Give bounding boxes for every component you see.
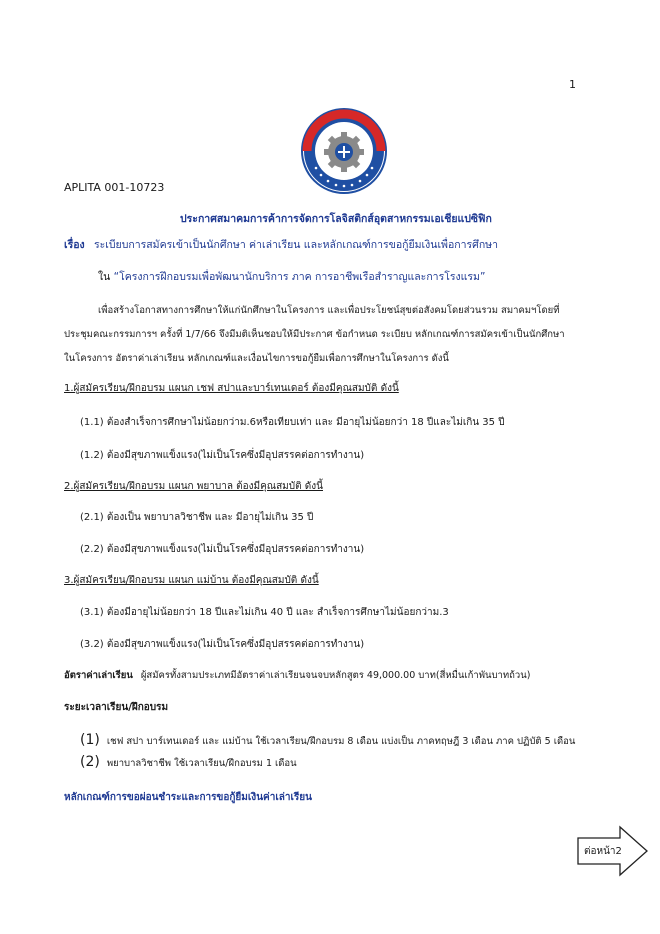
project-prefix: ใน <box>98 271 114 283</box>
section-2-item-1: (2.1) ต้องเป็น พยาบาลวิชาชีพ และ มีอายุไม่เกิน 35 ปี <box>80 512 314 523</box>
announcement-title: ประกาศสมาคมการค้าการจัดการโลจิสติกส์อุตสาหกรรมเอเชียแปซิฟิก <box>180 213 492 225</box>
duration-item-1-text: เชฟ สปา บาร์เทนเดอร์ และ แม่บ้าน ใช้เวลาเรียน/ฝึกอบรม 8 เดือน แบ่งเป็น ภาคทฤษฎี 3 เดือน ภาค ปฏิบัติ 5 เดือน <box>106 736 576 747</box>
subject-text: ระเบียบการสมัครเข้าเป็นนักศึกษา ค่าเล่าเรียน และหลักเกณฑ์การขอกู้ยืมเงินเพื่อการศึกษา <box>94 239 499 251</box>
duration-item-2-text: พยาบาลวิชาชีพ ใช้เวลาเรียน/ฝึกอบรม 1 เดือน <box>106 758 297 769</box>
intro-line-3: ในโครงการ อัตราค่าเล่าเรียน หลักเกณฑ์และเงื่อนไขการขอกู้ยืมเพื่อการศึกษาในโครงการ ดังนี้ <box>64 353 449 364</box>
tuition-line <box>64 669 530 683</box>
intro-line-2: ประชุมคณะกรรมการฯ ครั้งที่ 1/7/66 จึงมีมติเห็นชอบให้มีประกาศ ข้อกำหนด ระเบียบ หลักเกณฑ์การสมัครเข้าเป็นนักศึกษา <box>64 329 565 340</box>
section-1-heading: 1.ผู้สมัครเรียน/ฝึกอบรม แผนก เชฟ สปาและบาร์เทนเดอร์ ต้องมีคุณสมบัติ ดังนี้ <box>64 383 399 394</box>
document-code: APLITA 001-10723 <box>64 181 165 194</box>
project-line <box>98 270 485 284</box>
tuition-label: อัตราค่าเล่าเรียน <box>64 670 133 681</box>
duration-item-1-num: (1) <box>80 732 100 748</box>
association-logo <box>301 108 387 194</box>
tuition-text: ผู้สมัครทั้งสามประเภทมีอัตราค่าเล่าเรียนจนจบหลักสูตร 49,000.00 บาท(สี่หมื่นเก้าพันบาทถ้วน) <box>140 670 531 681</box>
project-name: “โครงการฝึกอบรมเพื่อพัฒนานักบริการ ภาค การอาชีพเรือสำราญและการโรงแรม” <box>113 271 486 283</box>
subject-label: เรื่อง <box>64 239 85 251</box>
next-page-label: ต่อหน้า2 <box>584 846 622 857</box>
section-2-item-2: (2.2) ต้องมีสุขภาพแข็งแรง(ไม่เป็นโรคซึ่งมีอุปสรรคต่อการทำงาน) <box>80 544 365 555</box>
section-3-item-2: (3.2) ต้องมีสุขภาพแข็งแรง(ไม่เป็นโรคซึ่งมีอุปสรรคต่อการทำงาน) <box>80 639 365 650</box>
subject-line <box>64 238 498 252</box>
page-number: 1 <box>569 78 576 91</box>
duration-heading: ระยะเวลาเรียน/ฝึกอบรม <box>64 702 169 713</box>
section-2-heading: 2.ผู้สมัครเรียน/ฝึกอบรม แผนก พยาบาล ต้องมีคุณสมบัติ ดังนี้ <box>64 481 323 492</box>
next-page-arrow[interactable] <box>576 825 650 877</box>
section-3-item-1: (3.1) ต้องมีอายุไม่น้อยกว่า 18 ปีและไม่เกิน 40 ปี และ สำเร็จการศึกษาไม่น้อยกว่าม.3 <box>80 607 449 618</box>
duration-item-1 <box>80 733 575 749</box>
section-1-item-1: (1.1) ต้องสำเร็จการศึกษาไม่น้อยกว่าม.6หรือเทียบเท่า และ มีอายุไม่น้อยกว่า 18 ปีและไม่เกิน 35 ปี <box>80 417 505 428</box>
duration-item-2-num: (2) <box>80 754 100 770</box>
section-3-heading: 3.ผู้สมัครเรียน/ฝึกอบรม แผนก แม่บ้าน ต้องมีคุณสมบัติ ดังนี้ <box>64 575 319 586</box>
section-1-item-2: (1.2) ต้องมีสุขภาพแข็งแรง(ไม่เป็นโรคซึ่งมีอุปสรรคต่อการทำงาน) <box>80 450 365 461</box>
repayment-heading: หลักเกณฑ์การขอผ่อนชำระและการขอกู้ยืมเงินค่าเล่าเรียน <box>64 792 312 803</box>
duration-item-2 <box>80 755 297 771</box>
intro-line-1: เพื่อสร้างโอกาสทางการศึกษาให้แก่นักศึกษาในโครงการ และเพื่อประโยชน์สุขต่อสังคมโดยส่วนรวม สมาคมฯโดยที่ <box>98 305 560 316</box>
